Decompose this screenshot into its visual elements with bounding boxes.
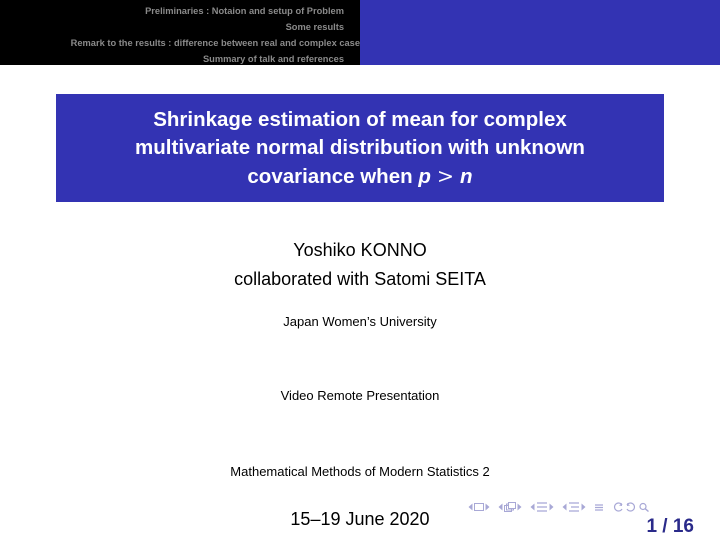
nav-section-some-results[interactable]: Some results [285,22,344,32]
back-loop-icon[interactable] [612,502,624,512]
frame-navigation[interactable] [468,503,490,511]
math-variable-n: n [460,164,473,188]
math-variable-p: p [418,164,431,188]
triangle-right-icon[interactable] [485,503,490,511]
nav-section-preliminaries[interactable]: Preliminaries : Notaion and setup of Problem [145,6,344,16]
equivalence-icon[interactable] [594,502,604,512]
section-navigation-symbols[interactable] [530,502,554,512]
page-number: 1 / 16 [646,516,694,537]
math-greater-than: > [436,163,455,188]
subsection-icon[interactable] [568,502,580,512]
triangle-left-icon[interactable] [468,503,473,511]
nav-section-summary[interactable]: Summary of talk and references [202,54,344,64]
triangle-right-icon[interactable] [581,503,586,511]
author-block [0,236,720,294]
stacked-frames-icon[interactable] [504,502,516,512]
institute: Japan Women’s University [283,314,437,329]
headline-section-panel [0,0,360,65]
search-navigation[interactable] [612,502,650,512]
triangle-left-icon[interactable] [498,503,503,511]
title-line-3-text: covariance when [247,164,413,188]
forward-loop-icon[interactable] [625,502,637,512]
document-navigation[interactable] [562,502,586,512]
triangle-right-icon[interactable] [549,503,554,511]
collaborator-line: collaborated with Satomi SEITA [234,269,486,289]
title-line-3 [135,162,585,191]
frame-icon[interactable] [474,503,484,511]
venue: Video Remote Presentation [280,388,440,403]
beamer-navigation-symbols [468,500,716,514]
search-icon[interactable] [638,502,650,512]
triangle-right-icon[interactable] [517,503,522,511]
title-line-2: multivariate normal distribution with unknown [135,135,585,159]
nav-section-remark[interactable]: Remark to the results : difference between real and complex case [70,38,360,48]
title-line-1: Shrinkage estimation of mean for complex [153,107,567,131]
presentation-date: 15–19 June 2020 [290,509,430,529]
headline-bar [0,0,720,65]
presentation-title [135,106,585,191]
triangle-left-icon[interactable] [530,503,535,511]
title-box [56,94,664,202]
triangle-left-icon[interactable] [562,503,567,511]
subsection-navigation[interactable] [498,502,522,512]
section-icon[interactable] [536,502,548,512]
conference-name: Mathematical Methods of Modern Statistics 2 [230,464,490,479]
appendix-navigation[interactable] [594,502,604,512]
headline-accent-panel [360,0,720,65]
section-navigation [0,3,360,67]
author-name: Yoshiko KONNO [293,240,427,260]
